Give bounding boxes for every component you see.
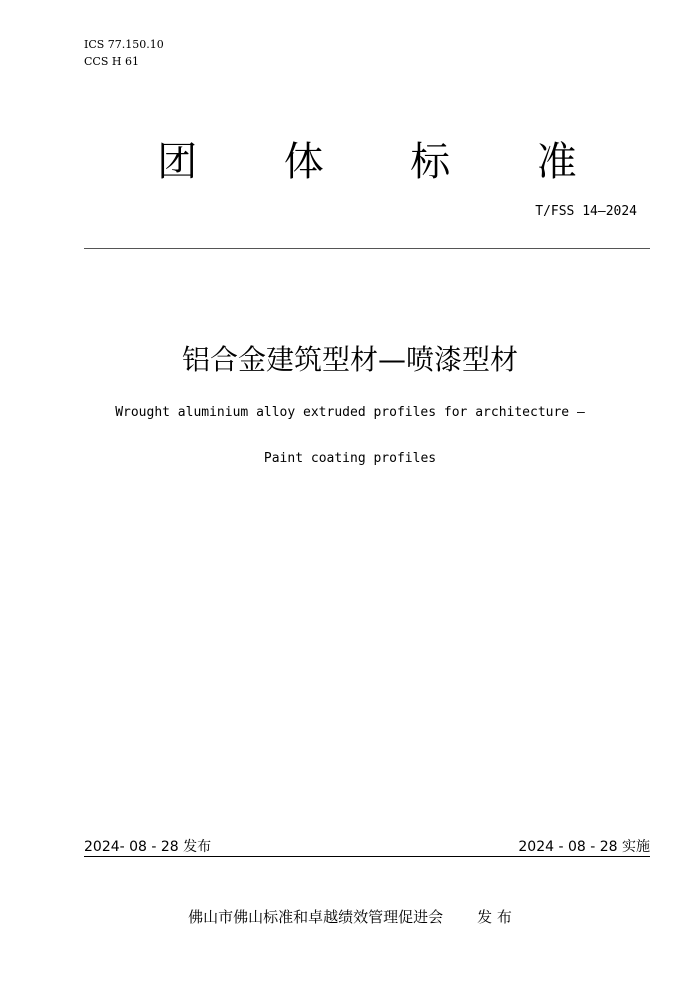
standard-type-heading bbox=[84, 138, 650, 186]
ics-code: ICS 77.150.10 bbox=[84, 38, 164, 51]
standard-type-char: 准 bbox=[536, 139, 577, 185]
standard-type-char: 体 bbox=[283, 139, 324, 185]
title-english-line2: Paint coating profiles bbox=[263, 451, 437, 466]
classification-codes bbox=[84, 36, 164, 70]
issuer-name: 佛山市佛山标准和卓越绩效管理促进会 bbox=[188, 908, 444, 926]
issuer-line bbox=[0, 906, 700, 927]
header-divider bbox=[84, 248, 650, 249]
standard-type-char: 团 bbox=[157, 139, 198, 185]
issuer-action: 发 布 bbox=[477, 908, 512, 926]
date-row bbox=[84, 838, 650, 856]
publish-date: 2024- 08 - 28 发布 bbox=[84, 839, 212, 855]
standard-type-char: 标 bbox=[410, 139, 451, 185]
title-english-line1: Wrought aluminium alloy extruded profiles for architecture — bbox=[115, 405, 585, 420]
ccs-code: CCS H 61 bbox=[84, 55, 139, 68]
standard-number: T/FSS 14—2024 bbox=[535, 204, 637, 219]
title-chinese: 铝合金建筑型材—喷漆型材 bbox=[181, 343, 518, 376]
implement-date: 2024 - 08 - 28 实施 bbox=[518, 839, 650, 855]
footer-divider bbox=[84, 856, 650, 857]
